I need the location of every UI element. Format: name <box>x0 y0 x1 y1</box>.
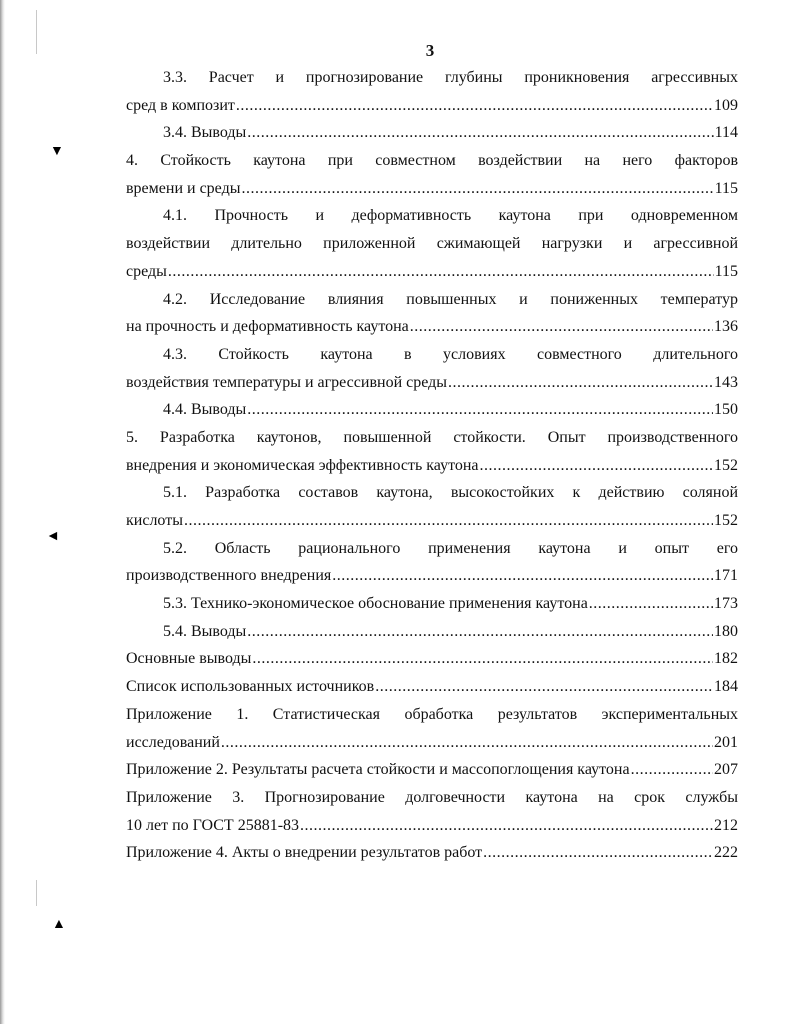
toc-entry-text: 4.4. Выводы <box>163 401 247 419</box>
toc-entry-text: исследований <box>126 733 220 751</box>
toc-entry-text: 10 лет по ГОСТ 25881-83 <box>126 816 300 834</box>
toc-page-number: 152 <box>714 456 738 474</box>
dot-leader <box>236 92 713 120</box>
toc-line <box>126 756 738 784</box>
toc-page-number: 173 <box>714 595 738 613</box>
toc-page-number: 150 <box>714 401 738 419</box>
toc-entry-text: Приложение 2. Результаты расчета стойкости и массопоглощения каутона <box>126 761 630 779</box>
toc-line <box>126 452 738 480</box>
toc-entry-text: Список использованных источников <box>126 678 375 696</box>
toc-page-number: 136 <box>714 318 738 336</box>
toc-page-number: 171 <box>714 567 738 585</box>
toc-line <box>126 313 738 341</box>
toc-line <box>126 396 738 424</box>
toc-entry-text: кислоты <box>126 512 183 529</box>
toc-entry-text: 5.4. Выводы <box>163 622 247 640</box>
toc-page-number: 184 <box>714 678 738 696</box>
punch-hole-mark: ▲ <box>52 917 66 932</box>
toc-page-number: 207 <box>714 761 738 779</box>
toc-entry-text: Приложение 3. Прогнозирование долговечности каутона на срок службы <box>126 788 738 806</box>
toc-entry-text: 4.2. Исследование влияния повышенных и пониженных температур <box>163 290 738 308</box>
toc-entry-text: производственного внедрения <box>126 567 332 585</box>
table-of-contents <box>126 64 738 867</box>
punch-hole-mark: ◄ <box>46 529 60 544</box>
scan-left-edge <box>0 0 5 1024</box>
toc-line <box>126 119 738 147</box>
dot-leader <box>247 119 713 147</box>
toc-line <box>126 673 738 701</box>
toc-page-number: 201 <box>714 733 738 751</box>
toc-line <box>126 812 738 840</box>
toc-line <box>126 175 738 203</box>
dot-leader <box>410 313 713 341</box>
toc-line <box>126 839 738 867</box>
toc-page-number: 115 <box>714 179 738 197</box>
toc-entry-text: на прочность и деформативность каутона <box>126 318 409 336</box>
toc-entry-text: 4.1. Прочность и деформативность каутона при одновременном <box>163 207 738 225</box>
toc-page-number: 212 <box>714 816 738 834</box>
dot-leader <box>332 562 713 590</box>
toc-entry-text: 5.1. Разработка составов каутона, высокостойких к действию соляной <box>163 484 738 502</box>
dot-leader <box>252 645 713 673</box>
toc-entry-text: 4. Стойкость каутона при совместном воздействии на него факторов <box>126 152 738 170</box>
dot-leader <box>631 756 713 784</box>
toc-entry-text: 3.3. Расчет и прогнозирование глубины проникновения агрессивных <box>163 69 738 86</box>
toc-page-number: 115 <box>714 262 738 280</box>
dot-leader <box>375 673 713 701</box>
toc-line <box>126 618 738 646</box>
toc-line <box>126 590 738 618</box>
dot-leader <box>221 729 713 757</box>
toc-line <box>126 562 738 590</box>
toc-line <box>126 507 738 535</box>
toc-entry-text: Приложение 4. Акты о внедрении результатов работ <box>126 844 483 862</box>
toc-line <box>126 645 738 673</box>
dot-leader <box>480 452 713 480</box>
toc-line <box>126 258 738 286</box>
toc-entry-text: среды <box>126 262 167 280</box>
toc-entry-text: 3.4. Выводы <box>163 124 247 142</box>
toc-page-number: 143 <box>714 373 738 391</box>
toc-entry-text: воздействии длительно приложенной сжимающей нагрузки и агрессивной <box>126 235 738 253</box>
dot-leader <box>241 175 713 203</box>
toc-page-number: 152 <box>714 512 738 529</box>
dot-leader <box>589 590 713 618</box>
toc-entry-text: 5.3. Технико-экономическое обоснование применения каутона <box>163 595 588 613</box>
toc-entry-text: 5. Разработка каутонов, повышенной стойкости. Опыт производственного <box>126 428 738 446</box>
punch-hole-mark: ▼ <box>50 144 64 159</box>
dot-leader <box>168 258 714 286</box>
toc-entry-text: Приложение 1. Статистическая обработка результатов экспериментальных <box>126 705 738 723</box>
toc-page-number: 222 <box>714 844 738 862</box>
toc-page-number: 114 <box>714 124 738 142</box>
toc-page-number: 180 <box>714 622 738 640</box>
dot-leader <box>448 369 713 397</box>
toc-line <box>126 369 738 397</box>
dot-leader <box>247 618 713 646</box>
toc-entry-text: 5.2. Область рационального применения каутона и опыт его <box>163 539 738 557</box>
toc-page-number: 109 <box>714 96 738 114</box>
toc-entry-text: внедрения и экономическая эффективность каутона <box>126 456 479 474</box>
dot-leader <box>300 812 713 840</box>
toc-line <box>126 729 738 757</box>
toc-entry-text: воздействия температуры и агрессивной среды <box>126 373 448 391</box>
toc-entry-text: 4.3. Стойкость каутона в условиях совместного длительного <box>163 345 738 363</box>
dot-leader <box>483 839 713 867</box>
dot-leader <box>247 396 713 424</box>
toc-entry-text: сред в композит <box>126 96 235 114</box>
dot-leader <box>184 507 713 535</box>
toc-entry-text: Основные выводы <box>126 650 252 668</box>
toc-line <box>126 92 738 120</box>
scan-artifact-line <box>36 880 37 906</box>
page-number: 3 <box>425 41 435 60</box>
toc-page-number: 182 <box>714 650 738 668</box>
toc-entry-text: времени и среды <box>126 179 241 197</box>
